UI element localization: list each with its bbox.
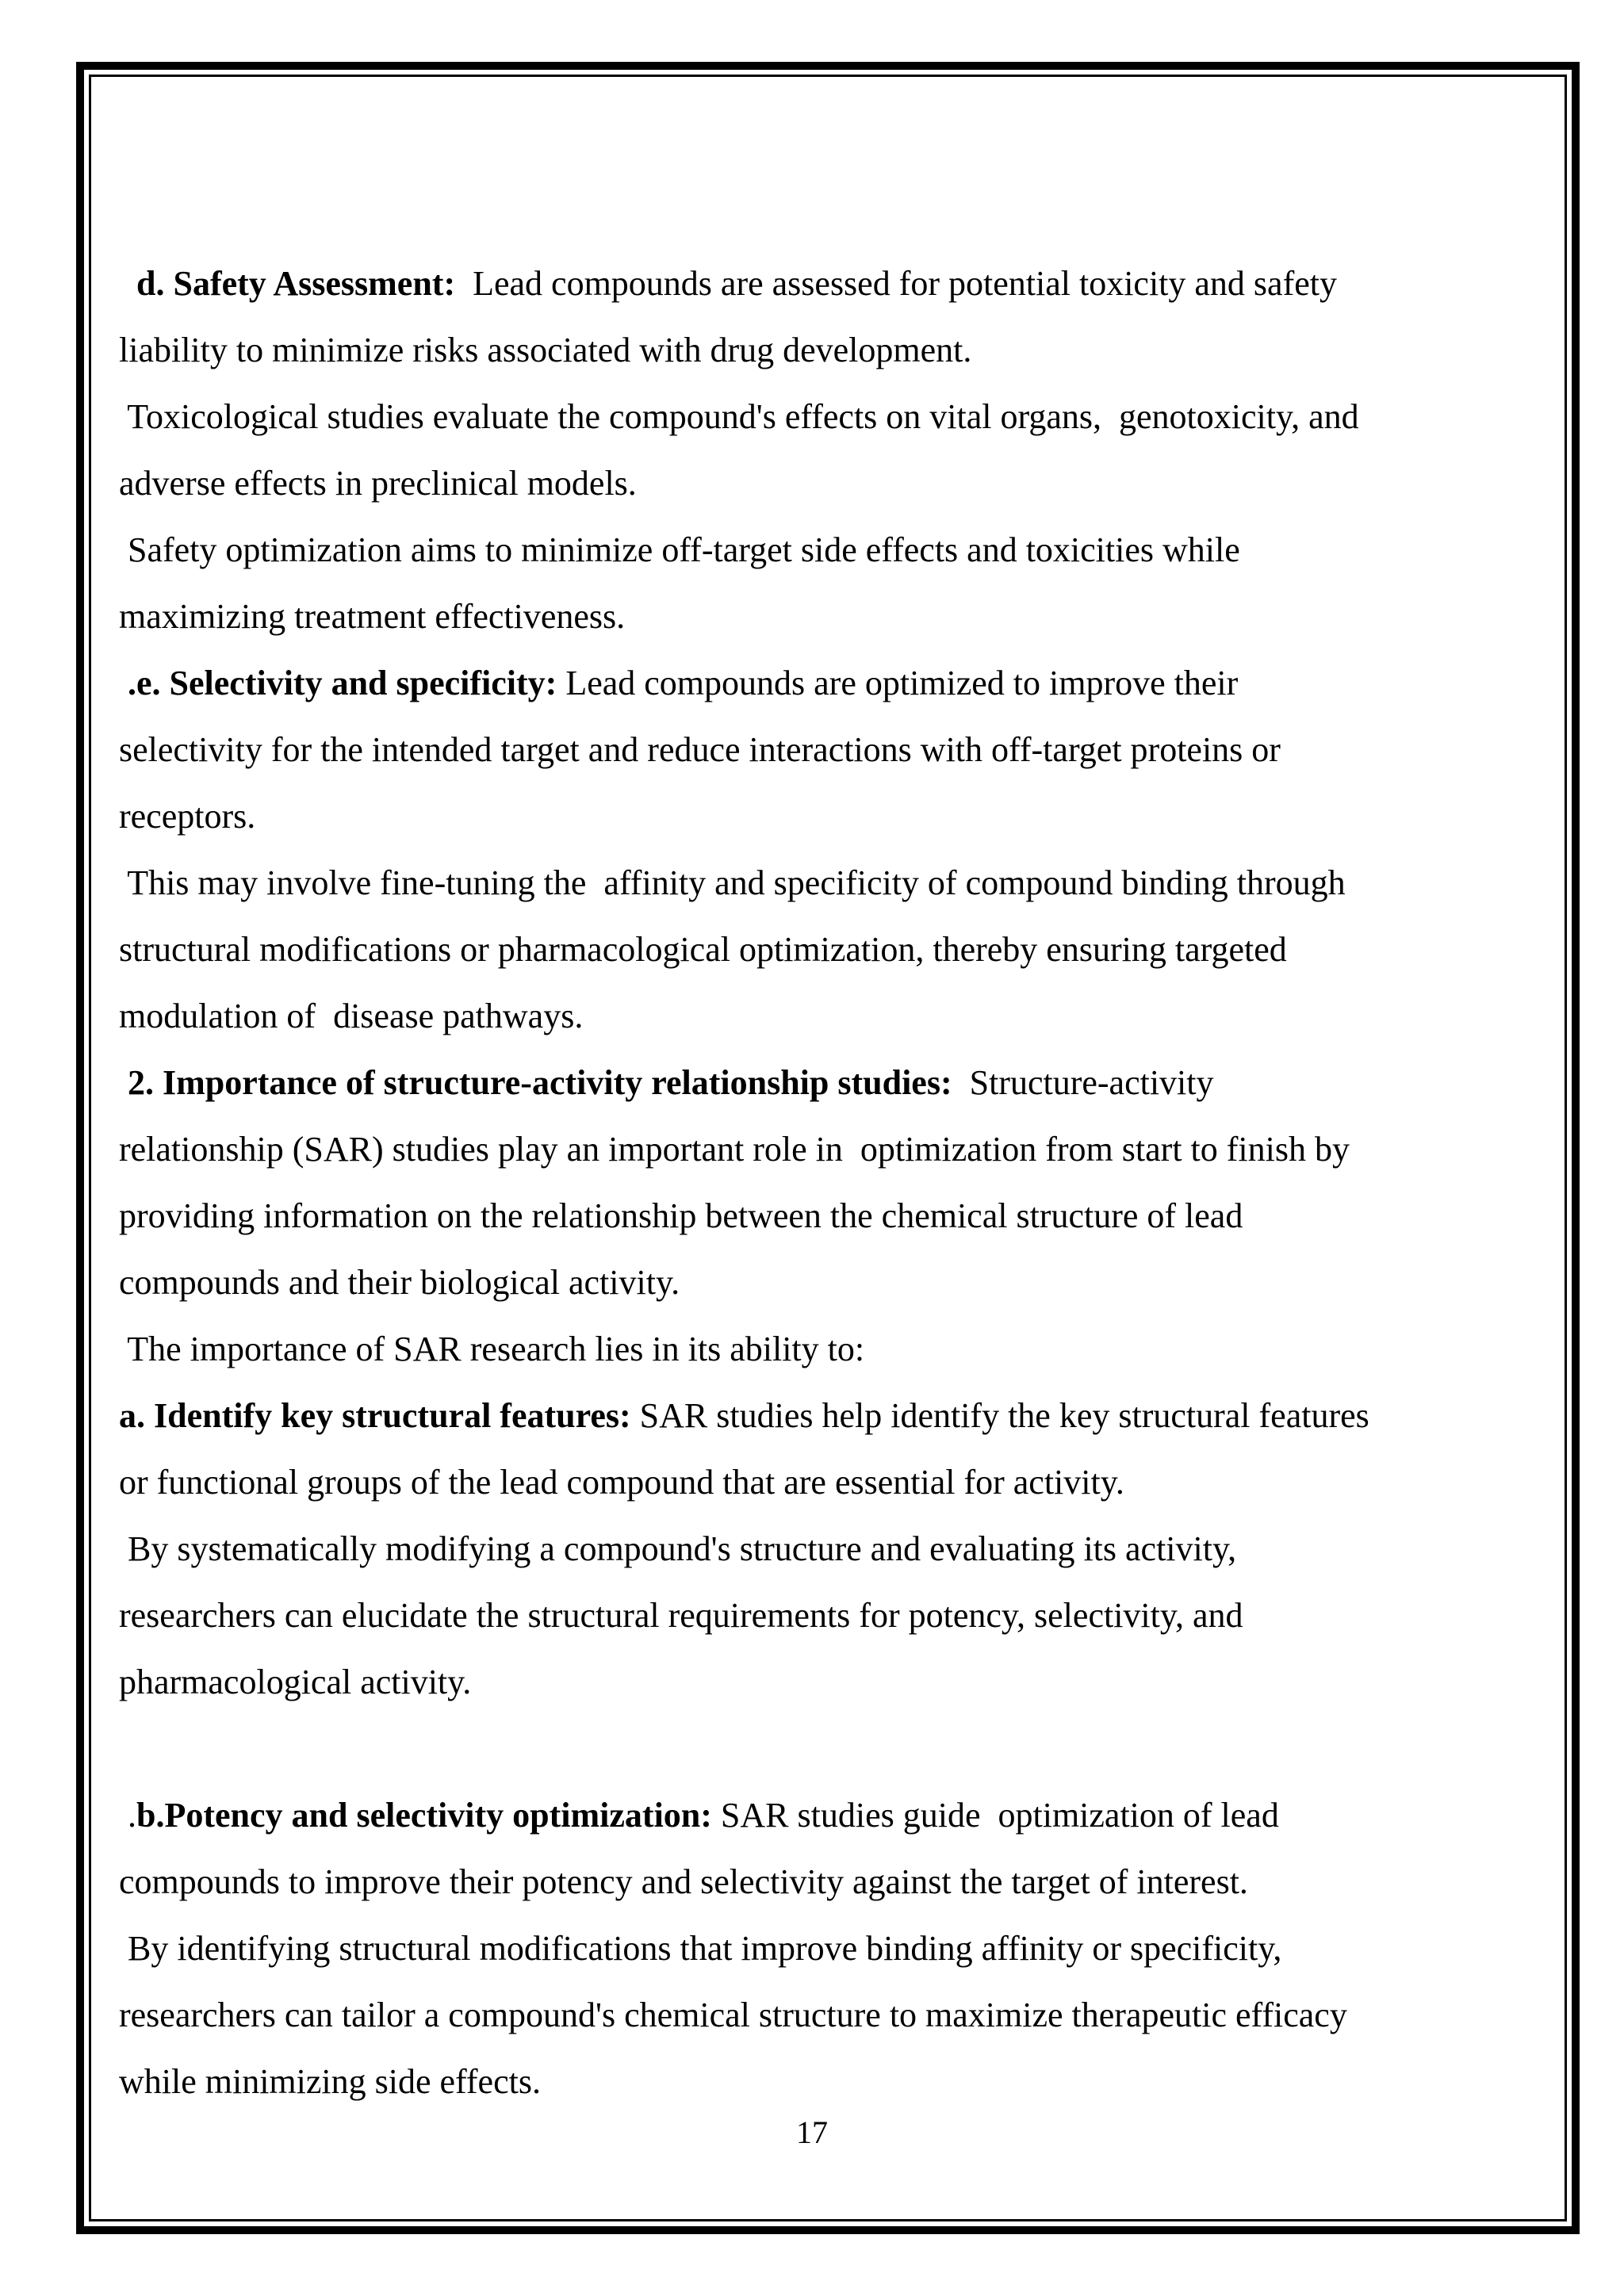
paragraph-text: Structure-activity bbox=[952, 1063, 1214, 1102]
paragraph-text: SAR studies guide optimization of lead bbox=[711, 1796, 1279, 1835]
section-heading: b.Potency and selectivity optimization: bbox=[136, 1796, 712, 1835]
paragraph-line bbox=[119, 650, 1515, 717]
paragraph-line: Toxicological studies evaluate the compound's effects on vital organs, genotoxicity, and bbox=[119, 397, 1359, 436]
paragraph-line: or functional groups of the lead compound that are essential for activity. bbox=[119, 1463, 1124, 1502]
section-heading: d. Safety Assessment: bbox=[136, 264, 456, 303]
section-heading: 2. Importance of structure-activity relationship studies: bbox=[119, 1063, 952, 1102]
paragraph-line bbox=[119, 251, 1515, 317]
paragraph-line: maximizing treatment effectiveness. bbox=[119, 597, 626, 636]
paragraph-text: SAR studies help identify the key structural features bbox=[630, 1396, 1369, 1435]
paragraph-text: Lead compounds are optimized to improve their bbox=[557, 664, 1239, 702]
paragraph-line: By systematically modifying a compound's structure and evaluating its activity, bbox=[119, 1529, 1237, 1568]
paragraph-spacer bbox=[119, 1716, 1515, 1782]
section-selectivity-specificity bbox=[119, 650, 1515, 1050]
paragraph-line: Safety optimization aims to minimize off-target side effects and toxicities while bbox=[119, 530, 1240, 569]
paragraph-line: compounds to improve their potency and selectivity against the target of interest. bbox=[119, 1862, 1248, 1901]
document-body bbox=[119, 251, 1515, 2115]
paragraph-line bbox=[119, 1383, 1515, 1449]
paragraph-line: By identifying structural modifications that improve binding affinity or specificity, bbox=[119, 1929, 1282, 1968]
paragraph-line: relationship (SAR) studies play an important role in optimization from start to finish by bbox=[119, 1130, 1350, 1169]
section-sar-importance bbox=[119, 1050, 1515, 1383]
paragraph-line: while minimizing side effects. bbox=[119, 2062, 541, 2101]
paragraph-line: The importance of SAR research lies in its ability to: bbox=[119, 1330, 865, 1368]
paragraph-line bbox=[119, 1050, 1515, 1116]
section-safety-assessment bbox=[119, 251, 1515, 650]
paragraph-line: providing information on the relationship between the chemical structure of lead bbox=[119, 1196, 1243, 1235]
paragraph-line: adverse effects in preclinical models. bbox=[119, 464, 637, 503]
section-potency-selectivity bbox=[119, 1782, 1515, 2115]
section-heading: .e. Selectivity and specificity: bbox=[119, 664, 557, 702]
paragraph-line: compounds and their biological activity. bbox=[119, 1263, 680, 1302]
paragraph-text: Lead compounds are assessed for potential toxicity and safety bbox=[455, 264, 1337, 303]
paragraph-line: structural modifications or pharmacological optimization, thereby ensuring targeted bbox=[119, 930, 1287, 969]
paragraph-line: pharmacological activity. bbox=[119, 1663, 472, 1701]
section-identify-features bbox=[119, 1383, 1515, 1716]
section-heading: a. Identify key structural features: bbox=[119, 1396, 631, 1435]
paragraph-line: receptors. bbox=[119, 797, 256, 836]
paragraph-text: . bbox=[119, 1796, 136, 1835]
paragraph-line: researchers can tailor a compound's chemical structure to maximize therapeutic efficacy bbox=[119, 1996, 1347, 2034]
paragraph-line: researchers can elucidate the structural requirements for potency, selectivity, and bbox=[119, 1596, 1243, 1635]
paragraph-line: This may involve fine-tuning the affinity and specificity of compound binding through bbox=[119, 863, 1346, 902]
paragraph-line: liability to minimize risks associated with drug development. bbox=[119, 331, 972, 369]
paragraph-line: modulation of disease pathways. bbox=[119, 997, 584, 1035]
paragraph-line bbox=[119, 1782, 1515, 1849]
page-number: 17 bbox=[796, 2114, 828, 2150]
paragraph-line: selectivity for the intended target and reduce interactions with off-target proteins or bbox=[119, 730, 1281, 769]
